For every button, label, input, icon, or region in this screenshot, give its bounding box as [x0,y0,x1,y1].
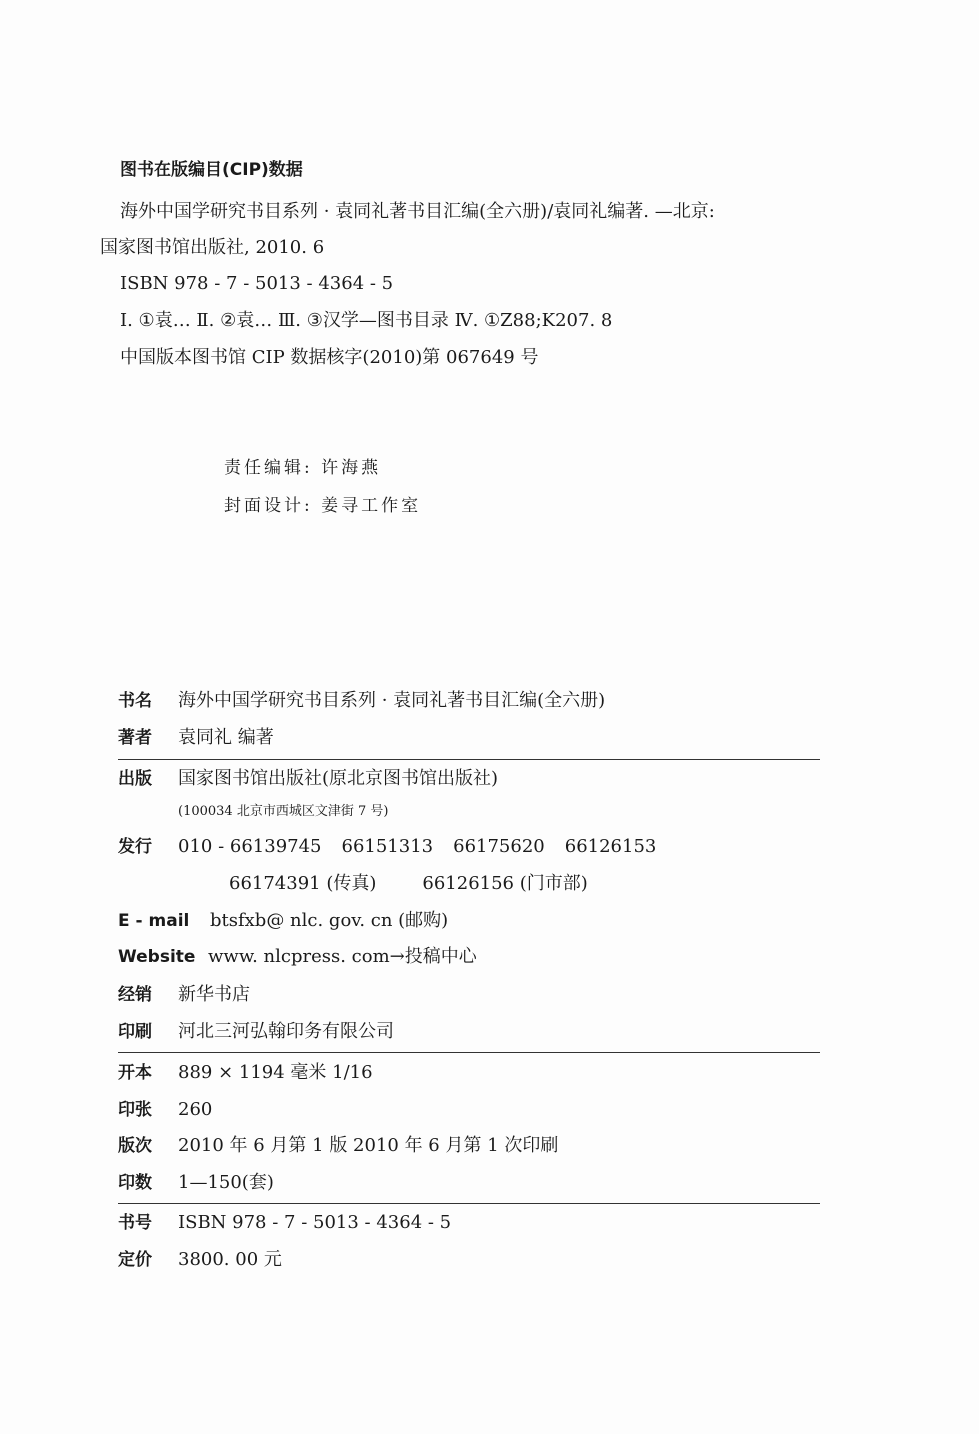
phone-number: 66175620 [453,836,545,857]
format-label: 开本 [118,1063,152,1083]
copies-value: 1—150(套) [178,1172,274,1193]
email-label: E - mail [118,911,190,931]
cip-line-publisher: 国家图书馆出版社, 2010. 6 [100,237,325,258]
store-number: 66126156 (门市部) [422,873,588,894]
author-label: 著者 [118,728,152,748]
editor-credit: 责任编辑: 许海燕 [224,458,382,478]
title-value: 海外中国学研究书目系列 · 袁同礼著书目汇编(全六册) [178,690,606,711]
isbn-value: ISBN 978 - 7 - 5013 - 4364 - 5 [178,1212,452,1233]
publisher-address: (100034 北京市西城区文津街 7 号) [178,804,389,819]
price-value: 3800. 00 元 [178,1249,282,1270]
title-label: 书名 [118,691,152,711]
website-label: Website [118,947,196,967]
distribution-label: 发行 [118,837,152,857]
fax-number: 66174391 (传真) [229,873,377,894]
cip-line-record-number: 中国版本图书馆 CIP 数据核字(2010)第 067649 号 [120,347,539,368]
phone-number: 66151313 [341,836,434,857]
price-label: 定价 [118,1250,152,1270]
divider [118,1052,820,1053]
seller-value: 新华书店 [178,984,250,1005]
website-value: www. nlcpress. com→投稿中心 [208,946,477,967]
phones-line-1 [178,832,676,862]
divider [118,1203,820,1204]
cip-line-isbn: ISBN 978 - 7 - 5013 - 4364 - 5 [120,273,394,294]
seller-label: 经销 [118,985,152,1005]
divider [118,759,820,760]
format-value: 889 × 1194 毫米 1/16 [178,1062,373,1083]
phone-number: 66126153 [564,836,657,857]
cip-title: 图书在版编目(CIP)数据 [120,160,303,180]
printer-label: 印刷 [118,1022,152,1042]
sheets-value: 260 [178,1099,213,1120]
publisher-value: 国家图书馆出版社(原北京图书馆出版社) [178,768,499,789]
phone-number: 010 - 66139745 [178,836,322,857]
edition-label: 版次 [118,1136,152,1156]
printer-value: 河北三河弘翰印务有限公司 [178,1021,394,1042]
author-value: 袁同礼 编著 [178,727,274,748]
cip-line-title: 海外中国学研究书目系列 · 袁同礼著书目汇编(全六册)/袁同礼编著. —北京: [120,201,715,222]
cip-line-classification: Ⅰ. ①袁… Ⅱ. ②袁… Ⅲ. ③汉学—图书目录 Ⅳ. ①Z88;K207. 8 [120,310,613,331]
edition-value: 2010 年 6 月第 1 版 2010 年 6 月第 1 次印刷 [178,1135,559,1156]
phones-line-2 [229,869,608,899]
email-value: btsfxb@ nlc. gov. cn (邮购) [210,910,449,931]
sheets-label: 印张 [118,1100,152,1120]
isbn-label: 书号 [118,1213,152,1233]
cover-credit: 封面设计: 姜寻工作室 [224,496,422,516]
copies-label: 印数 [118,1173,152,1193]
publisher-label: 出版 [118,769,152,789]
